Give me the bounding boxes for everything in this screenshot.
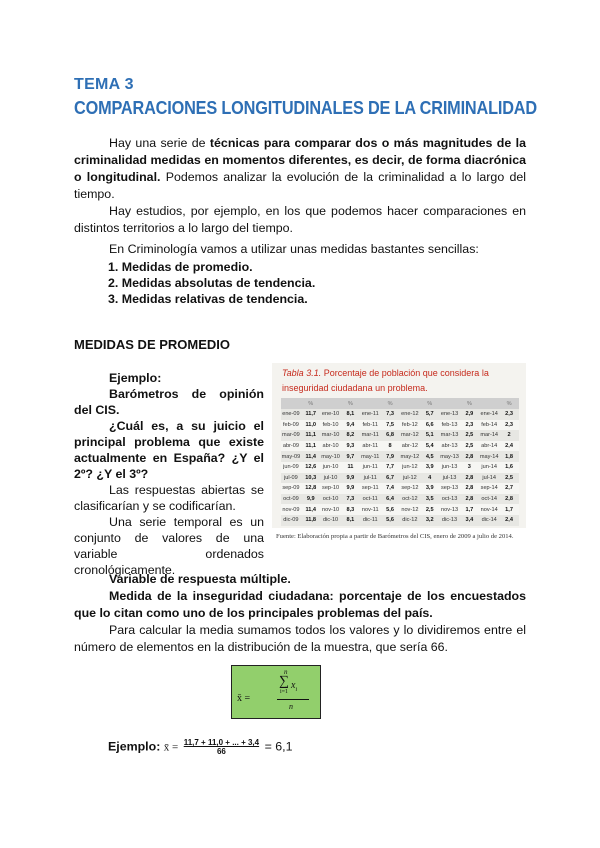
table-cell-value: 9,4 xyxy=(340,420,360,431)
table-cell-value: 4,5 xyxy=(420,451,440,462)
section-heading: MEDIDAS DE PROMEDIO xyxy=(74,337,231,352)
table-cell-value: 2,4 xyxy=(499,515,519,526)
table-cell-value: 3 xyxy=(459,462,479,473)
table-cell-value: 7,3 xyxy=(380,409,400,420)
table-row xyxy=(281,420,519,431)
table-cell-month: jun-11 xyxy=(360,462,380,473)
table-cell-month: jun-09 xyxy=(281,462,301,473)
table-cell-month: oct-12 xyxy=(400,494,420,505)
table-cell-month: dic-12 xyxy=(400,515,420,526)
table-cell-month: may-14 xyxy=(479,451,499,462)
table-cell-month: oct-09 xyxy=(281,494,301,505)
table-cell-month: jul-09 xyxy=(281,473,301,484)
table-cell-value: 3,9 xyxy=(420,462,440,473)
data-table xyxy=(281,398,519,526)
table-cell-value: 2,9 xyxy=(459,409,479,420)
table-cell-month: sep-13 xyxy=(440,483,460,494)
table-row xyxy=(281,483,519,494)
table-cell-value: 8,3 xyxy=(340,504,360,515)
table-cell-month: abr-10 xyxy=(321,441,341,452)
formula-lower: i=1 xyxy=(280,689,289,695)
ejemplo-calc-label: Ejemplo: xyxy=(108,739,161,754)
table-cell-value: 9,3 xyxy=(340,441,360,452)
table-cell-value: 1,7 xyxy=(499,504,519,515)
page-title: COMPARACIONES LONGITUDINALES DE LA CRIMINALIDAD xyxy=(74,97,537,118)
table-header-month xyxy=(281,398,301,409)
formula-upper: n xyxy=(284,668,288,676)
table-cell-month: sep-14 xyxy=(479,483,499,494)
table-header-month xyxy=(440,398,460,409)
table-cell-value: 6,6 xyxy=(420,420,440,431)
table-cell-month: oct-10 xyxy=(321,494,341,505)
table-cell-value: 2,5 xyxy=(420,504,440,515)
ejemplo-calc xyxy=(108,738,292,756)
table-cell-value: 1,7 xyxy=(459,504,479,515)
table-cell-month: abr-11 xyxy=(360,441,380,452)
table-cell-month: feb-11 xyxy=(360,420,380,431)
table-cell-value: 2,8 xyxy=(459,451,479,462)
formula-fraction-bar xyxy=(277,699,309,700)
table-header-percent: % xyxy=(459,398,479,409)
table-row xyxy=(281,462,519,473)
table-cell-month: mar-12 xyxy=(400,430,420,441)
table-header-month xyxy=(360,398,380,409)
table-cell-value: 11,4 xyxy=(301,451,321,462)
ejemplo-calc-result: = 6,1 xyxy=(264,739,293,754)
table-cell-value: 2,8 xyxy=(499,494,519,505)
table-cell-month: jun-10 xyxy=(321,462,341,473)
table-cell-value: 10,3 xyxy=(301,473,321,484)
ejemplo-calc-xbar: x̄ = xyxy=(163,741,179,754)
table-cell-month: mar-14 xyxy=(479,430,499,441)
table-cell-value: 2,8 xyxy=(459,494,479,505)
table-cell-month: mar-09 xyxy=(281,430,301,441)
lower-paragraphs xyxy=(74,571,526,656)
table-cell-month: feb-12 xyxy=(400,420,420,431)
table-cell-value: 8,1 xyxy=(340,515,360,526)
table-cell-value: 11,0 xyxy=(301,420,321,431)
table-header-percent: % xyxy=(499,398,519,409)
table-cell-value: 2,3 xyxy=(459,420,479,431)
table-cell-value: 2,5 xyxy=(459,441,479,452)
table-cell-month: feb-10 xyxy=(321,420,341,431)
table-cell-month: jun-14 xyxy=(479,462,499,473)
table-cell-value: 6,4 xyxy=(380,494,400,505)
table-cell-value: 11,4 xyxy=(301,504,321,515)
table-cell-month: nov-10 xyxy=(321,504,341,515)
table-cell-month: abr-09 xyxy=(281,441,301,452)
left-column xyxy=(74,370,264,578)
table-cell-month: sep-12 xyxy=(400,483,420,494)
table-cell-month: nov-11 xyxy=(360,504,380,515)
table-cell-value: 12,8 xyxy=(301,483,321,494)
table-cell-month: ene-11 xyxy=(360,409,380,420)
table-cell-month: oct-11 xyxy=(360,494,380,505)
table-cell-month: jul-14 xyxy=(479,473,499,484)
table-cell-value: 5,6 xyxy=(380,504,400,515)
table-cell-value: 7,7 xyxy=(380,462,400,473)
table-row xyxy=(281,473,519,484)
table-cell-value: 11 xyxy=(340,462,360,473)
table-cell-value: 11,1 xyxy=(301,441,321,452)
list-item: 3. Medidas relativas de tendencia. xyxy=(108,292,308,306)
table-cell-month: jul-12 xyxy=(400,473,420,484)
table-cell-value: 2,5 xyxy=(499,473,519,484)
medida-text: Medida de la inseguridad ciudadana: porcentaje de los encuestados que lo citan como uno de los principales problemas del país. xyxy=(74,589,526,620)
table-header-month xyxy=(479,398,499,409)
table-header-month xyxy=(321,398,341,409)
table-header-percent: % xyxy=(380,398,400,409)
serie-text: Una serie temporal es un conjunto de valores de una variable ordenados cronológicamente. xyxy=(74,515,264,577)
table-row xyxy=(281,441,519,452)
table-cell-value: 2 xyxy=(499,430,519,441)
table-row xyxy=(281,494,519,505)
table-cell-month: sep-09 xyxy=(281,483,301,494)
table-cell-month: nov-14 xyxy=(479,504,499,515)
table-cell-month: jun-12 xyxy=(400,462,420,473)
table-cell-month: dic-10 xyxy=(321,515,341,526)
table-header-month xyxy=(400,398,420,409)
table-cell-value: 4 xyxy=(420,473,440,484)
table-cell-month: dic-13 xyxy=(440,515,460,526)
table-cell-month: jul-11 xyxy=(360,473,380,484)
formula-denominator: n xyxy=(289,702,293,711)
table-cell-month: dic-14 xyxy=(479,515,499,526)
respuestas-text: Las respuestas abiertas se clasificarían y se codificarían. xyxy=(74,483,264,513)
table-cell-value: 6,7 xyxy=(380,473,400,484)
table-row xyxy=(281,504,519,515)
table-cell-month: mar-11 xyxy=(360,430,380,441)
table-cell-value: 7,3 xyxy=(340,494,360,505)
barometros-text: Barómetros de opinión del CIS. xyxy=(74,387,264,417)
table-cell-value: 8 xyxy=(380,441,400,452)
table-cell-month: oct-13 xyxy=(440,494,460,505)
table-row xyxy=(281,430,519,441)
table-cell-value: 2,5 xyxy=(459,430,479,441)
intro-p1: Hay una serie de técnicas para comparar dos o más magnitudes de la criminalidad medidas en momentos diferentes, es decir, de forma diacrónica o longitudinal. Podemos analizar la evolución de la criminalidad a lo largo del tiempo. xyxy=(74,136,526,201)
ejemplo-label: Ejemplo: xyxy=(109,371,162,385)
list-item: 1. Medidas de promedio. xyxy=(108,260,253,274)
table-cell-value: 1,6 xyxy=(499,462,519,473)
table-cell-value: 8,2 xyxy=(340,430,360,441)
table-cell-value: 9,9 xyxy=(340,483,360,494)
table-cell-month: jul-13 xyxy=(440,473,460,484)
table-cell-value: 7,9 xyxy=(380,451,400,462)
formula-sigma: ∑ xyxy=(279,674,289,689)
table-header-percent: % xyxy=(340,398,360,409)
intro-paragraphs xyxy=(74,135,526,237)
table-cell-value: 7,4 xyxy=(380,483,400,494)
table-cell-value: 6,8 xyxy=(380,430,400,441)
table-cell-month: jun-13 xyxy=(440,462,460,473)
table-cell-value: 3,2 xyxy=(420,515,440,526)
table-cell-month: sep-11 xyxy=(360,483,380,494)
measures-list xyxy=(108,259,315,307)
table-cell-month: jul-10 xyxy=(321,473,341,484)
question-text: ¿Cuál es, a su juicio el principal problema que existe actualmente en España? ¿Y el 2º? ¿Y el 3º? xyxy=(74,419,264,481)
table-cell-month: sep-10 xyxy=(321,483,341,494)
table-cell-value: 2,7 xyxy=(499,483,519,494)
intro-p2: Hay estudios, por ejemplo, en los que podemos hacer comparaciones en distintos territorios a lo largo del tiempo. xyxy=(74,204,526,235)
table-cell-value: 11,1 xyxy=(301,430,321,441)
table-cell-month: feb-14 xyxy=(479,420,499,431)
table-cell-value: 2,8 xyxy=(459,483,479,494)
table-cell-month: ene-13 xyxy=(440,409,460,420)
table-cell-month: feb-09 xyxy=(281,420,301,431)
formula-xbar: x̄ = xyxy=(237,693,251,704)
table-cell-month: feb-13 xyxy=(440,420,460,431)
table-cell-value: 11,7 xyxy=(301,409,321,420)
table-cell-value: 9,9 xyxy=(301,494,321,505)
table-cell-value: 9,7 xyxy=(340,451,360,462)
intro-p3-wrap xyxy=(74,241,526,258)
table-cell-value: 5,6 xyxy=(380,515,400,526)
table-cell-month: abr-14 xyxy=(479,441,499,452)
table-cell-month: ene-10 xyxy=(321,409,341,420)
table-cell-value: 1,8 xyxy=(499,451,519,462)
table-cell-month: nov-12 xyxy=(400,504,420,515)
table-cell-value: 8,1 xyxy=(340,409,360,420)
table-cell-month: mar-13 xyxy=(440,430,460,441)
ejemplo-calc-fraction: $\frac{11,7 + 11,0 + ... + 3,4}{66}$ xyxy=(183,738,260,756)
formula-term: $x_i$ xyxy=(291,680,298,693)
table-cell-value: 3,5 xyxy=(420,494,440,505)
table-cell-value: 5,7 xyxy=(420,409,440,420)
table-cell-value: 7,5 xyxy=(380,420,400,431)
intro-p3: En Criminología vamos a utilizar unas medidas bastantes sencillas: xyxy=(109,242,479,256)
table-cell-month: dic-11 xyxy=(360,515,380,526)
table-cell-value: 2,3 xyxy=(499,409,519,420)
figure-source: Fuente: Elaboración propia a partir de Barómetros del CIS, enero de 2009 a julio de 2014. xyxy=(276,533,514,540)
table-cell-month: mar-10 xyxy=(321,430,341,441)
tema-number: TEMA 3 xyxy=(74,76,134,93)
table-cell-value: 3,9 xyxy=(420,483,440,494)
table-header-percent: % xyxy=(301,398,321,409)
table-cell-value: 2,8 xyxy=(459,473,479,484)
table-cell-month: may-11 xyxy=(360,451,380,462)
table-cell-month: oct-14 xyxy=(479,494,499,505)
table-cell-month: nov-09 xyxy=(281,504,301,515)
table-row xyxy=(281,515,519,526)
mean-formula-box xyxy=(231,665,321,719)
table-cell-value: 3,4 xyxy=(459,515,479,526)
table-row xyxy=(281,451,519,462)
table-header-percent: % xyxy=(420,398,440,409)
table-row xyxy=(281,409,519,420)
table-cell-value: 2,3 xyxy=(499,420,519,431)
table-cell-month: abr-13 xyxy=(440,441,460,452)
table-cell-value: 9,9 xyxy=(340,473,360,484)
table-cell-month: may-13 xyxy=(440,451,460,462)
table-cell-month: abr-12 xyxy=(400,441,420,452)
figure-caption: Tabla 3.1. Porcentaje de población que considera la inseguridad ciudadana un problema. xyxy=(282,368,489,393)
table-cell-value: 5,4 xyxy=(420,441,440,452)
table-cell-value: 12,6 xyxy=(301,462,321,473)
table-cell-month: dic-09 xyxy=(281,515,301,526)
table-cell-value: 5,1 xyxy=(420,430,440,441)
table-cell-month: may-10 xyxy=(321,451,341,462)
table-cell-month: may-12 xyxy=(400,451,420,462)
table-cell-month: may-09 xyxy=(281,451,301,462)
variable-text: Variable de respuesta múltiple. xyxy=(109,572,291,586)
table-cell-month: nov-13 xyxy=(440,504,460,515)
table-cell-value: 11,8 xyxy=(301,515,321,526)
table-cell-month: ene-12 xyxy=(400,409,420,420)
calcular-text: Para calcular la media sumamos todos los valores y lo dividiremos entre el número de elementos en la distribución de la muestra, que sería 66. xyxy=(74,623,526,654)
list-item: 2. Medidas absolutas de tendencia. xyxy=(108,276,316,290)
table-cell-month: ene-09 xyxy=(281,409,301,420)
table-cell-month: ene-14 xyxy=(479,409,499,420)
table-cell-value: 2,4 xyxy=(499,441,519,452)
